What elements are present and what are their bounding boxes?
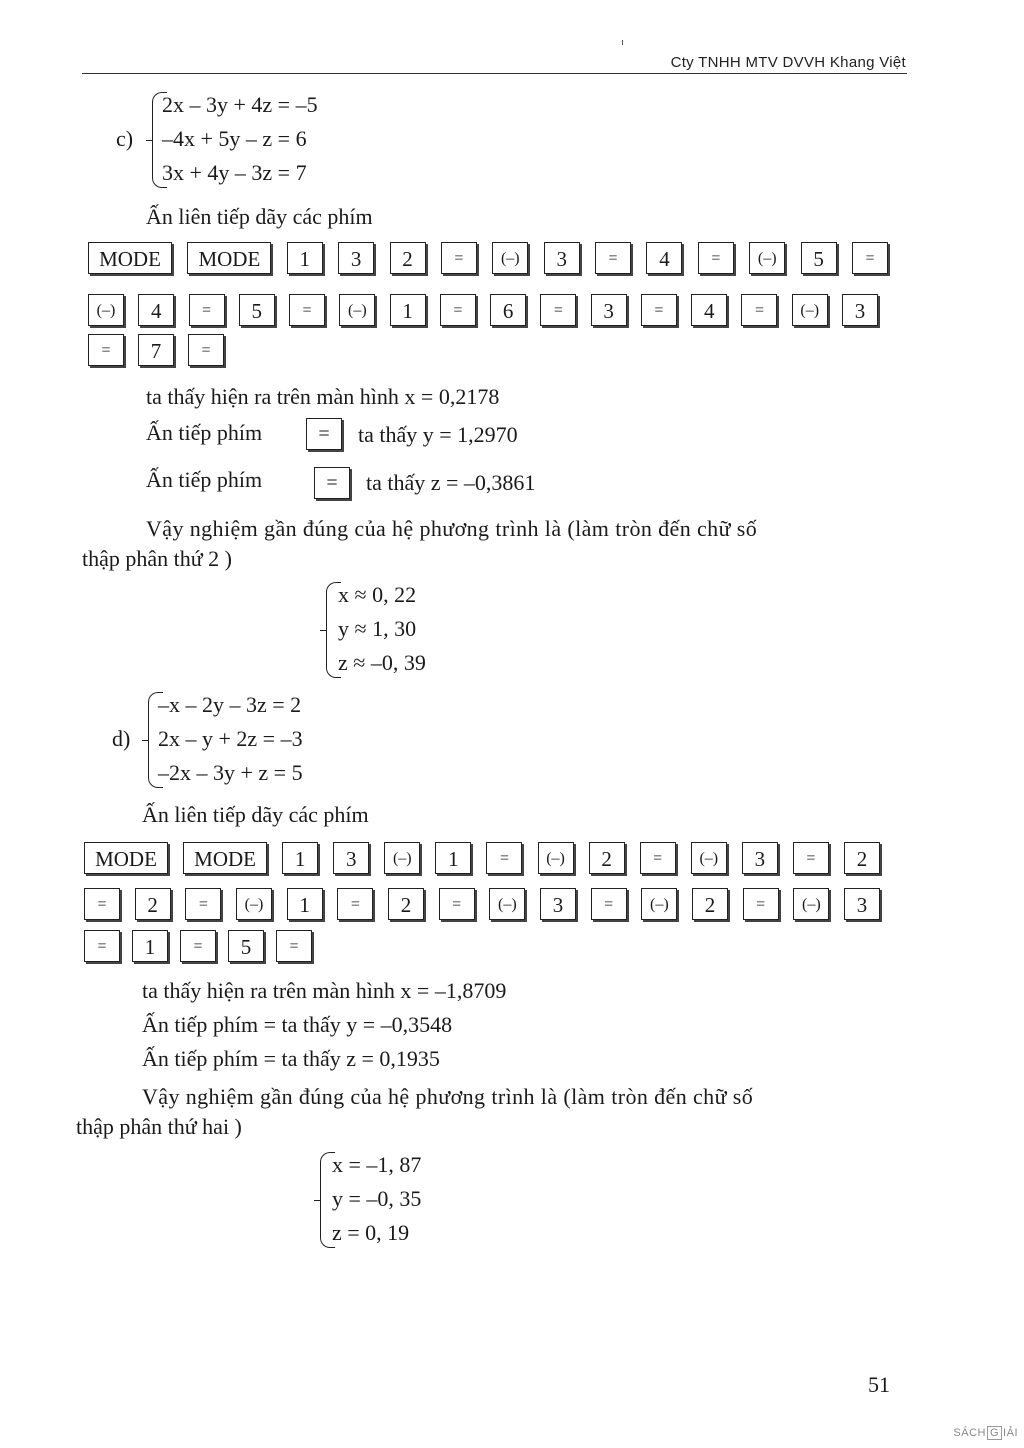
scan-mark — [622, 40, 623, 45]
digit-key: 5 — [228, 930, 264, 962]
digit-key: 5 — [239, 294, 275, 326]
negative-key: (–) — [492, 242, 528, 274]
digit-key: 2 — [388, 888, 424, 920]
digit-key: 3 — [338, 242, 374, 274]
negative-key: (–) — [236, 888, 272, 920]
mode-key: MODE — [187, 242, 271, 274]
equals-key: = — [84, 930, 120, 962]
equals-key: = — [793, 842, 829, 874]
result-x: ta thấy hiện ra trên màn hình x = –1,8709 — [142, 978, 507, 1003]
digit-key: 3 — [844, 888, 880, 920]
conclusion-text: thập phân thứ 2 ) — [82, 546, 233, 571]
equals-key: = — [185, 888, 221, 920]
equals-key: = — [540, 294, 576, 326]
solution-value: y = –0, 35 — [332, 1186, 422, 1211]
digit-key: 3 — [591, 294, 627, 326]
digit-key: 3 — [540, 888, 576, 920]
solution-value: z = 0, 19 — [332, 1220, 410, 1245]
watermark-logo — [953, 1426, 1018, 1440]
publisher-header: Cty TNHH MTV DVVH Khang Việt — [670, 54, 906, 71]
equals-key: = — [641, 294, 677, 326]
conclusion-text: thập phân thứ hai ) — [76, 1114, 242, 1139]
watermark-text: IẢI — [1003, 1427, 1018, 1439]
digit-key: 1 — [390, 294, 426, 326]
digit-key: 2 — [844, 842, 880, 874]
conclusion-text: Vậy nghiệm gần đúng của hệ phương trình là (làm tròn đến chữ số — [142, 1084, 754, 1109]
mode-key: MODE — [88, 242, 172, 274]
mode-key: MODE — [84, 842, 168, 874]
equals-key: = — [289, 294, 325, 326]
solution-value: x = –1, 87 — [332, 1152, 422, 1177]
press-label: Ấn tiếp phím — [146, 420, 263, 445]
digit-key: 1 — [132, 930, 168, 962]
equation: –x – 2y – 3z = 2 — [158, 692, 302, 717]
negative-key: (–) — [691, 842, 727, 874]
equals-key: = — [314, 467, 350, 499]
press-label: Ấn tiếp phím — [146, 467, 263, 492]
result-x: ta thấy hiện ra trên màn hình x = 0,2178 — [146, 384, 500, 409]
equals-key: = — [276, 930, 312, 962]
result-y: ta thấy y = 1,2970 — [358, 422, 518, 447]
negative-key: (–) — [792, 294, 828, 326]
header-rule — [82, 73, 907, 74]
part-d-label: d) — [112, 726, 131, 751]
digit-key: 1 — [282, 842, 318, 874]
digit-key: 2 — [589, 842, 625, 874]
equals-key: = — [698, 242, 734, 274]
digit-key: 4 — [646, 242, 682, 274]
digit-key: 5 — [801, 242, 837, 274]
equals-key: = — [741, 294, 777, 326]
digit-key: 2 — [692, 888, 728, 920]
equals-key: = — [180, 930, 216, 962]
equation: –2x – 3y + z = 5 — [158, 760, 303, 785]
equals-key: = — [852, 242, 888, 274]
system-c — [116, 88, 376, 192]
digit-key: 3 — [742, 842, 778, 874]
negative-key: (–) — [538, 842, 574, 874]
digit-key: 1 — [287, 888, 323, 920]
solution-value: z ≈ –0, 39 — [338, 650, 426, 675]
digit-key: 1 — [287, 242, 323, 274]
digit-key: 6 — [490, 294, 526, 326]
equation: –4x + 5y – z = 6 — [162, 126, 307, 151]
page-number: 51 — [868, 1372, 890, 1397]
conclusion-text: Vậy nghiệm gần đúng của hệ phương trình là (làm tròn đến chữ số — [146, 516, 758, 541]
digit-key: 1 — [435, 842, 471, 874]
result-z: Ấn tiếp phím = ta thấy z = 0,1935 — [142, 1046, 440, 1071]
watermark-g: G — [987, 1426, 1002, 1440]
negative-key: (–) — [384, 842, 420, 874]
negative-key: (–) — [749, 242, 785, 274]
equals-key: = — [88, 334, 124, 366]
result-z: ta thấy z = –0,3861 — [366, 470, 536, 495]
digit-key: 4 — [138, 294, 174, 326]
watermark-text: SÁCH — [953, 1427, 986, 1439]
negative-key: (–) — [641, 888, 677, 920]
equals-key: = — [640, 842, 676, 874]
mode-key: MODE — [183, 842, 267, 874]
digit-key: 7 — [138, 334, 174, 366]
digit-key: 3 — [333, 842, 369, 874]
digit-key: 4 — [691, 294, 727, 326]
digit-key: 3 — [544, 242, 580, 274]
equation: 3x + 4y – 3z = 7 — [162, 160, 307, 185]
equals-key: = — [189, 294, 225, 326]
equals-key: = — [337, 888, 373, 920]
negative-key: (–) — [793, 888, 829, 920]
equals-key: = — [306, 418, 342, 450]
part-c-label: c) — [116, 126, 134, 151]
equals-key: = — [188, 334, 224, 366]
negative-key: (–) — [88, 294, 124, 326]
equation: 2x – y + 2z = –3 — [158, 726, 303, 751]
digit-key: 3 — [842, 294, 878, 326]
instruction-text: Ấn liên tiếp dãy các phím — [146, 204, 373, 229]
digit-key: 2 — [390, 242, 426, 274]
digit-key: 2 — [135, 888, 171, 920]
equals-key: = — [84, 888, 120, 920]
equals-key: = — [440, 294, 476, 326]
system-d — [112, 688, 372, 792]
equals-key: = — [486, 842, 522, 874]
result-y: Ấn tiếp phím = ta thấy y = –0,3548 — [142, 1012, 453, 1037]
solution-value: x ≈ 0, 22 — [338, 582, 417, 607]
equation: 2x – 3y + 4z = –5 — [162, 92, 318, 117]
negative-key: (–) — [489, 888, 525, 920]
negative-key: (–) — [339, 294, 375, 326]
equals-key: = — [591, 888, 627, 920]
instruction-text: Ấn liên tiếp dãy các phím — [142, 802, 369, 827]
equals-key: = — [743, 888, 779, 920]
equals-key: = — [441, 242, 477, 274]
solution-d — [320, 1148, 480, 1252]
solution-c — [326, 578, 486, 682]
equals-key: = — [439, 888, 475, 920]
solution-value: y ≈ 1, 30 — [338, 616, 417, 641]
equals-key: = — [595, 242, 631, 274]
